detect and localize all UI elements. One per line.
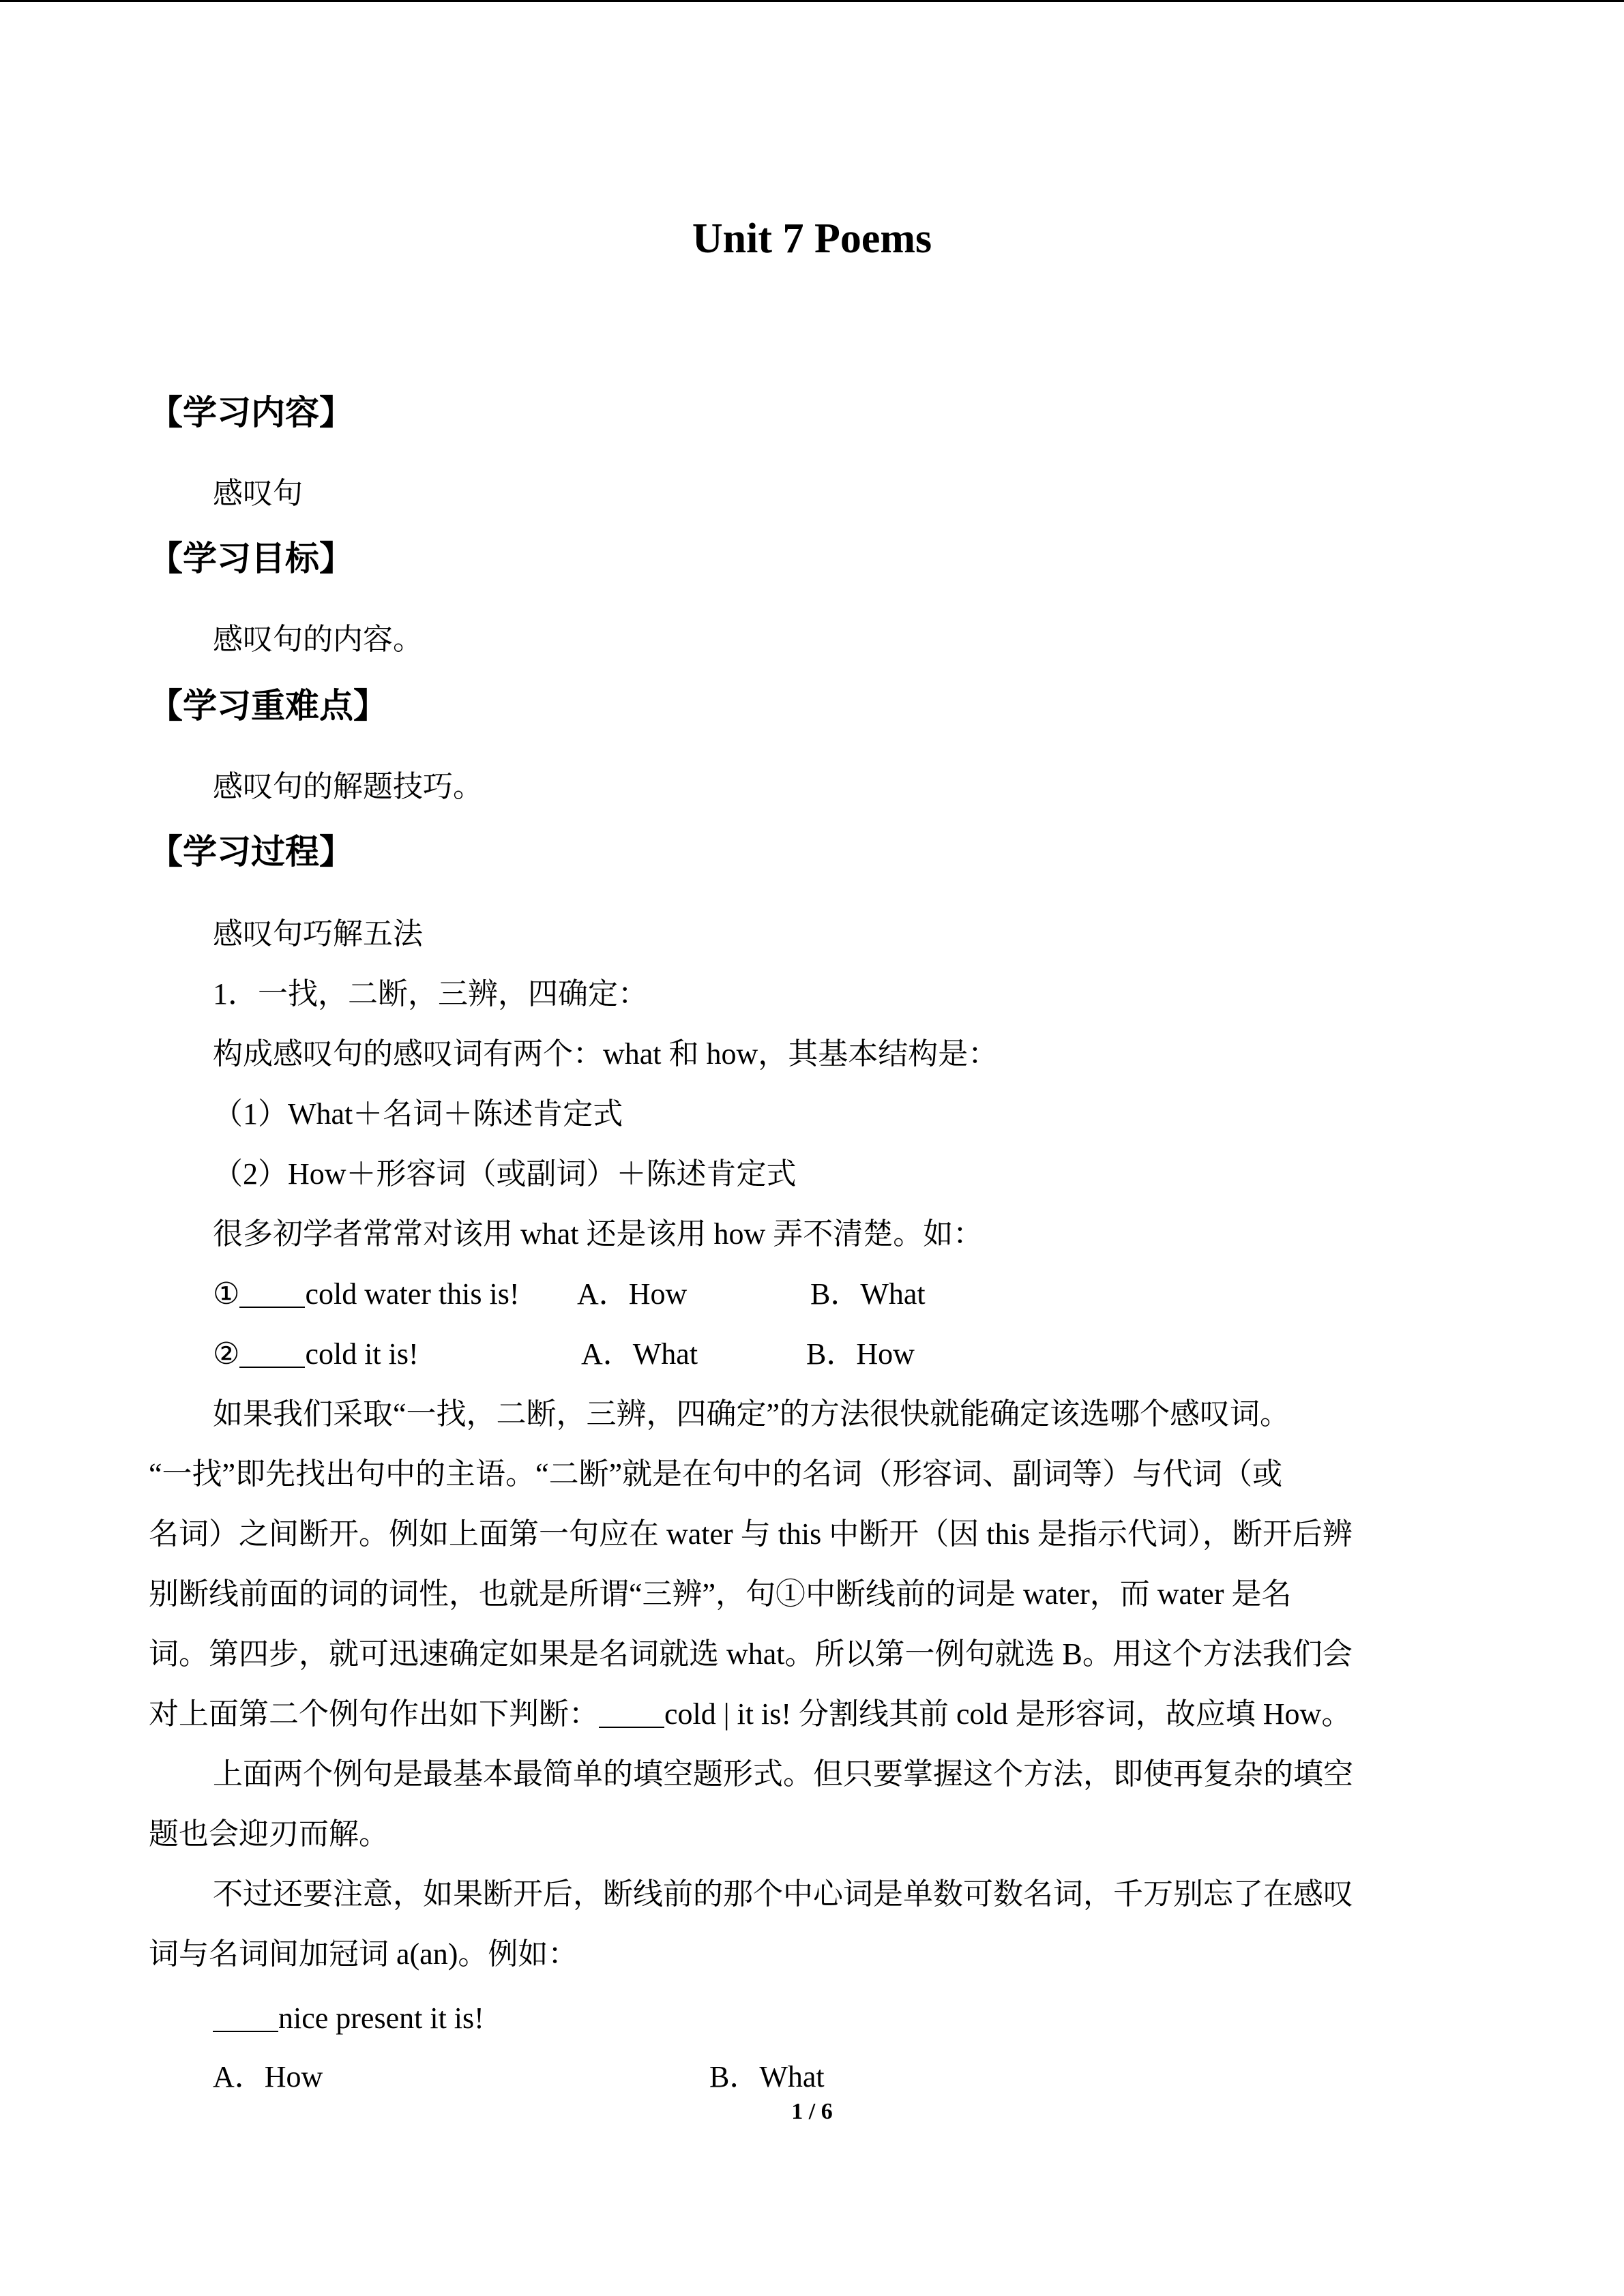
example-3-option-b: B．What xyxy=(709,2060,825,2093)
example-1-number: ① xyxy=(213,1277,240,1311)
paragraph-1-line-2: “一找”即先找出句中的主语。“二断”就是在句中的名词（形容词、副词等）与代词（或 xyxy=(149,1457,1283,1491)
example-1 xyxy=(213,1274,520,1315)
example-1-option-a: A．How xyxy=(577,1277,688,1311)
example-3 xyxy=(213,1998,484,2039)
example-2 xyxy=(213,1334,419,1375)
paragraph-3-line-1: 不过还要注意，如果断开后，断线前的那个中心词是单数可数名词，千万别忘了在感叹 xyxy=(213,1877,1353,1911)
example-1-option-b: B．What xyxy=(810,1277,926,1311)
heading-content: 【学习内容】 xyxy=(149,393,353,432)
structure-1: （1）What＋名词＋陈述肯定式 xyxy=(213,1097,623,1131)
answer-blank xyxy=(599,1699,664,1728)
page-number: 1 / 6 xyxy=(791,2099,833,2124)
heading-goal: 【学习目标】 xyxy=(149,539,353,578)
example-1-text: cold water this is! xyxy=(305,1277,520,1311)
process-line-1: 感叹句巧解五法 xyxy=(213,917,423,951)
page-title: Unit 7 Poems xyxy=(692,215,932,262)
paragraph-1-line-4: 别断线前面的词的词性，也就是所谓“三辨”，句①中断线前的词是 water，而 water 是名 xyxy=(149,1577,1292,1611)
paragraph-1-line-6-text: 对上面第二个例句作出如下判断： xyxy=(149,1697,599,1731)
example-3-option-a: A．How xyxy=(213,2060,323,2093)
answer-blank xyxy=(239,1279,305,1308)
heading-key: 【学习重难点】 xyxy=(149,686,387,726)
structure-2: （2）How＋形容词（或副词）＋陈述肯定式 xyxy=(213,1157,797,1191)
paragraph-1-line-6 xyxy=(149,1694,1351,1735)
example-3-text: nice present it is! xyxy=(278,2001,484,2035)
process-line-6: 很多初学者常常对该用 what 还是该用 how 弄不清楚。如： xyxy=(213,1217,984,1251)
top-border xyxy=(0,0,1624,2)
example-2-option-b: B．How xyxy=(806,1337,915,1371)
example-2-number: ② xyxy=(213,1337,240,1371)
answer-blank xyxy=(213,2003,278,2032)
answer-blank xyxy=(239,1339,305,1368)
paragraph-2-line-2: 题也会迎刃而解。 xyxy=(149,1817,389,1851)
content-text: 感叹句 xyxy=(213,477,303,510)
paragraph-2-line-1: 上面两个例句是最基本最简单的填空题形式。但只要掌握这个方法，即使再复杂的填空 xyxy=(213,1757,1353,1791)
paragraph-1-line-3: 名词）之间断开。例如上面第一句应在 water 与 this 中断开（因 this 是指示代词），断开后辨 xyxy=(149,1517,1353,1551)
heading-process: 【学习过程】 xyxy=(149,832,353,871)
paragraph-1-line-5: 词。第四步，就可迅速确定如果是名词就选 what。所以第一例句就选 B。用这个方法我们会 xyxy=(149,1637,1353,1671)
goal-text: 感叹句的内容。 xyxy=(213,623,423,656)
example-2-option-a: A．What xyxy=(581,1337,698,1371)
process-line-2: 1．一找，二断，三辨，四确定： xyxy=(213,977,648,1011)
process-line-3: 构成感叹句的感叹词有两个：what 和 how，其基本结构是： xyxy=(213,1037,999,1071)
paragraph-1-line-6-tail: cold | it is! 分割线其前 cold 是形容词，故应填 How。 xyxy=(664,1697,1352,1731)
paragraph-3-line-2: 词与名词间加冠词 a(an)。例如： xyxy=(149,1937,578,1971)
key-text: 感叹句的解题技巧。 xyxy=(213,770,483,803)
paragraph-1-line-1: 如果我们采取“一找，二断，三辨，四确定”的方法很快就能确定该选哪个感叹词。 xyxy=(213,1397,1290,1431)
example-2-text: cold it is! xyxy=(305,1337,419,1371)
